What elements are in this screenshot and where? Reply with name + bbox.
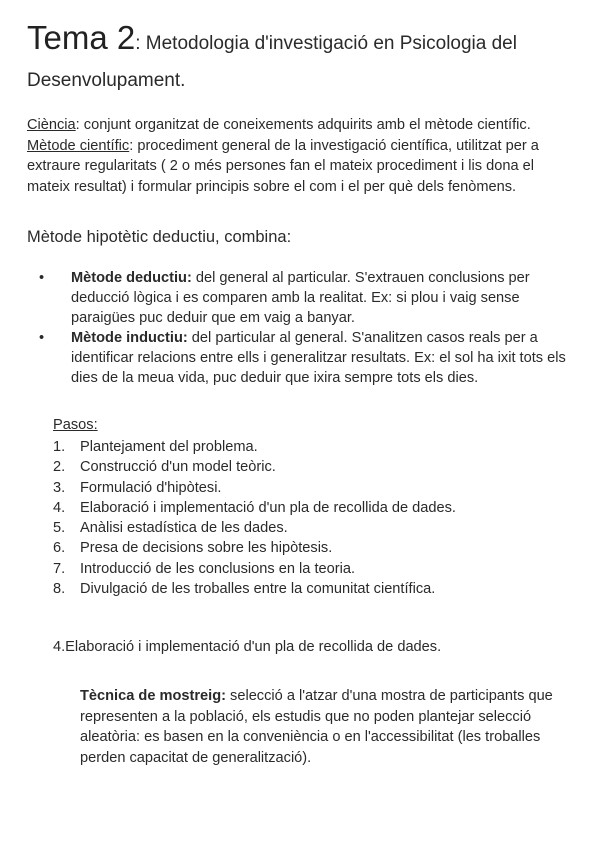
- step-item: [53, 559, 456, 579]
- step-text: Divulgació de les troballes entre la comunitat científica.: [80, 581, 436, 598]
- definition-text: : procediment general de la investigació científica, utilitzat per a extraure regularitats ( 2 o més persones fan el mateix procediment i lis dona el mateix resultat) i formular principis sobre el com i el per què dels fenòmens.: [27, 137, 539, 195]
- bullet-term: Mètode deductiu:: [71, 270, 192, 286]
- step-number: 1.: [53, 439, 66, 455]
- definition-text: : conjunt organitzat de coneixements adquirits amb el mètode científic.: [75, 117, 531, 133]
- steps-heading-text: Pasos: [53, 417, 94, 433]
- steps-heading: [53, 417, 98, 433]
- step-number: 6.: [53, 540, 66, 557]
- steps-heading-colon: :: [93, 417, 98, 433]
- section-4-heading: 4.Elaboració i implementació d'un pla de recollida de dades.: [53, 639, 442, 655]
- bullet-item-deductiu: [35, 268, 575, 328]
- definitions: [27, 115, 577, 197]
- step-text: Construcció d'un model teòric.: [80, 459, 276, 476]
- bullet-icon: •: [39, 330, 45, 346]
- step-item: [53, 498, 456, 518]
- paragraph-term: Tècnica de mostreig:: [80, 688, 226, 704]
- step-text: Presa de decisions sobre les hipòtesis.: [80, 540, 333, 557]
- bullet-item-inductiu: [35, 328, 575, 388]
- step-number: 5.: [53, 520, 66, 537]
- step-text: Formulació d'hipòtesi.: [80, 479, 222, 496]
- bullet-term: Mètode inductiu:: [71, 330, 188, 346]
- title-subtitle: : Metodologia d'investigació en Psicologia del Desenvolupament.: [27, 33, 517, 91]
- step-number: 8.: [53, 581, 66, 598]
- step-number: 3.: [53, 479, 66, 496]
- step-text: Anàlisi estadística de les dades.: [80, 520, 288, 537]
- step-item: [53, 478, 456, 498]
- step-item: [53, 437, 456, 457]
- step-item: [53, 579, 456, 599]
- section-4-paragraph: [80, 686, 560, 768]
- paragraph-text: selecció a l'atzar d'una mostra de participants que representen a la població, els estudis que no poden plantejar selecció aleatòria: es basen en la conveniència o en l'accessibilitat (les troballes perden capacitat de generalització).: [80, 688, 553, 766]
- step-item: [53, 538, 456, 558]
- step-text: Plantejament del problema.: [80, 439, 258, 455]
- definition-term: Ciència: [27, 117, 76, 133]
- definition-metode-cientific: [27, 136, 577, 198]
- page-title: [27, 20, 572, 100]
- method-bullet-list: [35, 268, 575, 388]
- step-text: Elaboració i implementació d'un pla de recollida de dades.: [80, 499, 456, 516]
- step-number: 2.: [53, 459, 66, 476]
- step-item: [53, 457, 456, 477]
- step-item: [53, 518, 456, 538]
- step-text: Introducció de les conclusions en la teoria.: [80, 560, 356, 577]
- step-number: 4.: [53, 499, 66, 516]
- title-main: Tema 2: [27, 19, 136, 56]
- bullet-icon: •: [39, 270, 45, 286]
- step-number: 7.: [53, 560, 66, 577]
- steps-list: [53, 437, 456, 599]
- method-heading: Mètode hipotètic deductiu, combina:: [27, 228, 292, 246]
- bullet-text: del general al particular. S'extrauen conclusions per deducció lògica i es comparen amb la realitat. Ex: si plou i vaig sense paraigües puc deduir que em vaig a banyar.: [71, 270, 530, 326]
- definition-term: Mètode científic: [27, 137, 130, 154]
- bullet-text: del particular al general. S'analitzen casos reals per a identificar relacions entre ells i generalitzar resultats. Ex: el sol ha ixit tots els dies de la meua vida, puc deduir que ixira sempre tots els dies.: [71, 330, 566, 386]
- definition-ciencia: [27, 115, 577, 136]
